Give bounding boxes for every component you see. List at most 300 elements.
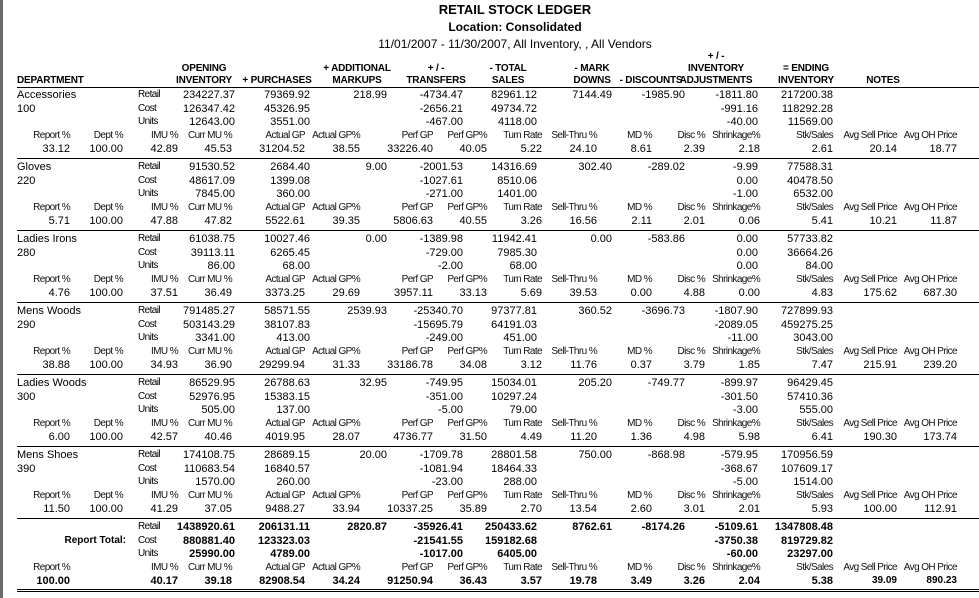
- units-ending-value: 3043.00: [793, 332, 833, 344]
- retail-markdowns-value: 302.40: [578, 161, 612, 173]
- stat-md-pct-value: 8.61: [630, 143, 652, 155]
- stat-turn-rate-value: 4.49: [520, 431, 542, 443]
- header-transfers-line1: + / -: [427, 63, 445, 74]
- stat-label-dept-pct: Dept %: [93, 202, 123, 213]
- retail-transfers-value: -1389.98: [419, 233, 463, 245]
- retail-purchases-value: 10027.46: [264, 233, 310, 245]
- cost-sales-value: 8510.06: [497, 175, 537, 187]
- units-purchases-value: 4789.00: [270, 548, 310, 560]
- retail-markdowns-value: 0.00: [590, 233, 612, 245]
- block-divider: [17, 302, 979, 303]
- stat-perf-gp-pct-value: 35.89: [459, 503, 487, 515]
- stat-label-perf-gp-pct: Perf GP%: [447, 130, 487, 141]
- stat-label-disc-pct: Disc %: [677, 274, 705, 285]
- cost-transfers-value: -351.00: [425, 391, 463, 403]
- cost-adjustments-value: 0.00: [736, 175, 758, 187]
- stat-sell-thru-pct-value: 11.76: [570, 359, 597, 371]
- stat-label-stk-sales: Stk/Sales: [796, 346, 833, 357]
- stat-disc-pct-value: 3.79: [683, 359, 705, 371]
- retail-opening-value: 174108.75: [183, 449, 235, 461]
- retail-opening-value: 234227.37: [183, 89, 235, 101]
- stat-avg-oh-price-value: 890.23: [926, 575, 957, 586]
- stat-actual-gp-value: 9488.27: [265, 503, 305, 515]
- stat-label-sell-thru-pct: Sell-Thru %: [551, 562, 597, 573]
- retail-adjustments-value: -1807.90: [714, 305, 758, 317]
- retail-purchases-value: 28689.15: [264, 449, 310, 461]
- stat-label-stk-sales: Stk/Sales: [796, 130, 833, 141]
- stat-label-perf-gp: Perf GP: [401, 346, 433, 357]
- stat-actual-gp-pct-value: 31.33: [332, 359, 360, 371]
- stat-report-pct-value: 4.76: [48, 287, 70, 299]
- stat-label-actual-gp: Actual GP: [265, 202, 305, 213]
- units-adjustments-value: 0.00: [736, 260, 758, 272]
- retail-markups-value: 20.00: [359, 449, 387, 461]
- stat-stk-sales-value: 5.38: [811, 575, 833, 587]
- retail-adjustments-value: 0.00: [736, 233, 758, 245]
- units-purchases-value: 413.00: [276, 332, 310, 344]
- retail-purchases-value: 26788.63: [264, 377, 310, 389]
- stat-avg-sell-price-value: 100.00: [863, 503, 897, 515]
- stat-label-avg-sell-price: Avg Sell Price: [843, 130, 897, 141]
- department-code: 290: [17, 319, 36, 331]
- block-divider: [17, 158, 979, 159]
- stat-perf-gp-value: 5806.63: [393, 215, 433, 227]
- stat-dept-pct-value: 100.00: [89, 143, 123, 155]
- stat-label-disc-pct: Disc %: [677, 562, 705, 573]
- stat-curr-mu-pct-value: 39.18: [204, 575, 232, 587]
- units-opening-value: 7845.00: [195, 188, 235, 200]
- retail-opening-value: 91530.52: [189, 161, 235, 173]
- stat-shrinkage-pct-value: 1.85: [738, 359, 760, 371]
- stat-shrinkage-pct-value: 5.98: [738, 431, 760, 443]
- units-opening-value: 12643.00: [189, 116, 235, 128]
- units-purchases-value: 137.00: [276, 404, 310, 416]
- retail-adjustments-value: -9.99: [732, 161, 758, 173]
- stat-label-avg-sell-price: Avg Sell Price: [843, 274, 897, 285]
- stat-label-perf-gp: Perf GP: [401, 562, 433, 573]
- retail-transfers-value: -4734.47: [419, 89, 463, 101]
- stat-label-avg-sell-price: Avg Sell Price: [843, 490, 897, 501]
- department-name: Mens Woods: [17, 305, 81, 317]
- stat-label-turn-rate: Turn Rate: [503, 418, 542, 429]
- stat-actual-gp-value: 82908.54: [259, 575, 305, 587]
- stat-report-pct-value: 11.50: [43, 503, 70, 515]
- retail-ending-value: 77588.31: [787, 161, 833, 173]
- stat-label-avg-oh-price: Avg OH Price: [903, 202, 957, 213]
- stat-turn-rate-value: 3.12: [520, 359, 542, 371]
- retail-purchases-value: 206131.11: [258, 521, 310, 533]
- units-adjustments-value: -3.00: [732, 404, 758, 416]
- department-name: Ladies Woods: [17, 377, 87, 389]
- row-type-label: Units: [138, 260, 158, 271]
- stat-md-pct-value: 1.36: [630, 431, 652, 443]
- stat-label-imu-pct: IMU %: [150, 490, 178, 501]
- stat-label-avg-sell-price: Avg Sell Price: [843, 562, 897, 573]
- units-opening-value: 25990.00: [189, 548, 235, 560]
- stat-shrinkage-pct-value: 0.00: [738, 287, 760, 299]
- cost-purchases-value: 1399.08: [270, 175, 310, 187]
- total-double-divider: [17, 589, 979, 592]
- stat-curr-mu-pct-value: 40.46: [204, 431, 232, 443]
- stat-curr-mu-pct-value: 47.82: [204, 215, 232, 227]
- department-name: Ladies Irons: [17, 233, 77, 245]
- cost-ending-value: 459275.25: [781, 319, 833, 331]
- cost-sales-value: 159182.68: [485, 535, 537, 547]
- block-divider: [17, 374, 979, 375]
- stat-label-perf-gp-pct: Perf GP%: [447, 562, 487, 573]
- stat-label-avg-oh-price: Avg OH Price: [903, 490, 957, 501]
- cost-opening-value: 126347.42: [183, 103, 235, 115]
- header-adjustments-line2: INVENTORY: [688, 63, 744, 74]
- row-type-label: Retail: [138, 377, 160, 388]
- stat-shrinkage-pct-value: 2.04: [738, 575, 760, 587]
- retail-opening-value: 1438920.61: [176, 521, 235, 533]
- retail-markups-value: 9.00: [365, 161, 387, 173]
- row-type-label: Cost: [138, 247, 157, 258]
- stat-label-perf-gp-pct: Perf GP%: [447, 418, 487, 429]
- stat-curr-mu-pct-value: 36.49: [204, 287, 232, 299]
- row-type-label: Cost: [138, 463, 157, 474]
- stat-label-actual-gp-pct: Actual GP%: [312, 274, 360, 285]
- stat-label-actual-gp-pct: Actual GP%: [312, 202, 360, 213]
- department-name: Mens Shoes: [17, 449, 79, 461]
- cost-sales-value: 10297.24: [491, 391, 537, 403]
- stat-perf-gp-value: 4736.77: [393, 431, 433, 443]
- row-type-label: Retail: [138, 305, 160, 316]
- stat-turn-rate-value: 3.26: [520, 215, 542, 227]
- cost-purchases-value: 45326.95: [264, 103, 310, 115]
- stat-shrinkage-pct-value: 2.01: [738, 503, 760, 515]
- block-divider: [17, 230, 979, 231]
- retail-sales-value: 82961.12: [491, 89, 537, 101]
- stat-avg-oh-price-value: 239.20: [923, 359, 957, 371]
- retail-opening-value: 791485.27: [183, 305, 235, 317]
- cost-sales-value: 7985.30: [497, 247, 537, 259]
- stat-label-md-pct: MD %: [627, 202, 652, 213]
- stat-label-shrinkage-pct: Shrinkage%: [712, 346, 760, 357]
- retail-markdowns-value: 8762.61: [572, 521, 612, 533]
- stat-label-actual-gp-pct: Actual GP%: [312, 418, 360, 429]
- units-adjustments-value: -1.00: [732, 188, 758, 200]
- units-purchases-value: 360.00: [276, 188, 310, 200]
- stat-label-turn-rate: Turn Rate: [503, 346, 542, 357]
- stat-label-perf-gp-pct: Perf GP%: [447, 346, 487, 357]
- stat-actual-gp-value: 4019.95: [265, 431, 305, 443]
- stat-turn-rate-value: 2.70: [520, 503, 542, 515]
- stat-dept-pct-value: 100.00: [89, 215, 123, 227]
- stat-label-stk-sales: Stk/Sales: [796, 418, 833, 429]
- stat-label-report-pct: Report %: [33, 418, 70, 429]
- retail-discounts-value: -583.86: [647, 233, 685, 245]
- report-location: Location: Consolidated: [448, 20, 582, 34]
- retail-sales-value: 250433.62: [485, 521, 537, 533]
- stat-avg-oh-price-value: 11.87: [930, 215, 957, 227]
- cost-ending-value: 57410.36: [787, 391, 833, 403]
- cost-ending-value: 107609.17: [781, 463, 833, 475]
- cost-transfers-value: -729.00: [425, 247, 463, 259]
- stat-label-imu-pct: IMU %: [150, 274, 178, 285]
- stat-label-md-pct: MD %: [627, 346, 652, 357]
- retail-adjustments-value: -579.95: [720, 449, 758, 461]
- stat-stk-sales-value: 7.47: [811, 359, 833, 371]
- stat-label-curr-mu-pct: Curr MU %: [187, 346, 232, 357]
- retail-ending-value: 1347808.48: [774, 521, 833, 533]
- stat-perf-gp-value: 33226.40: [387, 143, 433, 155]
- stat-label-avg-sell-price: Avg Sell Price: [843, 418, 897, 429]
- stat-perf-gp-pct-value: 31.50: [459, 431, 487, 443]
- row-type-label: Retail: [138, 233, 160, 244]
- cost-purchases-value: 6265.45: [270, 247, 310, 259]
- stat-shrinkage-pct-value: 2.18: [738, 143, 760, 155]
- units-opening-value: 505.00: [201, 404, 235, 416]
- stat-sell-thru-pct-value: 19.78: [569, 575, 597, 587]
- stat-label-actual-gp-pct: Actual GP%: [312, 562, 360, 573]
- stat-actual-gp-pct-value: 28.07: [332, 431, 360, 443]
- stat-label-avg-oh-price: Avg OH Price: [903, 130, 957, 141]
- header-markdowns-line2: DOWNS: [573, 75, 611, 86]
- stat-actual-gp-pct-value: 33.94: [332, 503, 360, 515]
- stat-label-dept-pct: Dept %: [93, 274, 123, 285]
- stat-perf-gp-pct-value: 40.55: [459, 215, 487, 227]
- header-opening-line2: INVENTORY: [176, 75, 232, 86]
- cost-transfers-value: -1081.94: [419, 463, 463, 475]
- stat-sell-thru-pct-value: 16.56: [569, 215, 597, 227]
- stat-report-pct-value: 33.12: [42, 143, 70, 155]
- cost-adjustments-value: -301.50: [720, 391, 758, 403]
- units-ending-value: 23297.00: [787, 548, 833, 560]
- stat-label-shrinkage-pct: Shrinkage%: [712, 418, 760, 429]
- stat-avg-sell-price-value: 20.14: [869, 143, 897, 155]
- retail-markups-value: 0.00: [365, 233, 387, 245]
- units-sales-value: 68.00: [509, 260, 537, 272]
- stat-label-actual-gp-pct: Actual GP%: [312, 490, 360, 501]
- stat-label-sell-thru-pct: Sell-Thru %: [551, 130, 597, 141]
- row-type-label: Retail: [138, 449, 160, 460]
- stat-stk-sales-value: 5.41: [811, 215, 833, 227]
- stat-label-shrinkage-pct: Shrinkage%: [712, 490, 760, 501]
- cost-opening-value: 48617.09: [189, 175, 235, 187]
- units-transfers-value: -1017.00: [419, 548, 463, 560]
- stat-label-avg-oh-price: Avg OH Price: [903, 562, 957, 573]
- header-ending-line1: = ENDING: [783, 63, 829, 74]
- units-transfers-value: -23.00: [431, 476, 463, 488]
- retail-ending-value: 57733.82: [787, 233, 833, 245]
- cost-transfers-value: -21541.55: [413, 535, 463, 547]
- stat-label-dept-pct: Dept %: [93, 130, 123, 141]
- stat-label-turn-rate: Turn Rate: [503, 202, 542, 213]
- cost-sales-value: 49734.72: [491, 103, 537, 115]
- stat-stk-sales-value: 4.83: [811, 287, 833, 299]
- retail-markdowns-value: 205.20: [578, 377, 612, 389]
- stat-label-actual-gp: Actual GP: [265, 346, 305, 357]
- stat-stk-sales-value: 5.93: [811, 503, 833, 515]
- stat-curr-mu-pct-value: 37.05: [204, 503, 232, 515]
- cost-opening-value: 503143.29: [183, 319, 235, 331]
- stat-disc-pct-value: 3.01: [683, 503, 705, 515]
- cost-opening-value: 52976.95: [189, 391, 235, 403]
- stat-sell-thru-pct-value: 39.53: [569, 287, 597, 299]
- retail-sales-value: 14316.69: [491, 161, 537, 173]
- stat-dept-pct-value: 100.00: [89, 503, 123, 515]
- stat-stk-sales-value: 2.61: [811, 143, 833, 155]
- units-sales-value: 451.00: [503, 332, 537, 344]
- cost-ending-value: 40478.50: [787, 175, 833, 187]
- stat-label-imu-pct: IMU %: [150, 346, 178, 357]
- stat-imu-pct-value: 47.88: [150, 215, 178, 227]
- retail-discounts-value: -289.02: [647, 161, 685, 173]
- cost-ending-value: 36664.26: [787, 247, 833, 259]
- units-adjustments-value: -11.00: [727, 332, 758, 344]
- stat-actual-gp-pct-value: 38.55: [332, 143, 360, 155]
- stat-avg-sell-price-value: 190.30: [863, 431, 897, 443]
- stat-actual-gp-value: 5522.61: [265, 215, 305, 227]
- retail-transfers-value: -25340.70: [413, 305, 463, 317]
- stat-curr-mu-pct-value: 45.53: [204, 143, 232, 155]
- units-sales-value: 4118.00: [498, 116, 537, 128]
- units-adjustments-value: -5.00: [732, 476, 758, 488]
- units-ending-value: 6532.00: [793, 188, 833, 200]
- retail-discounts-value: -868.98: [647, 449, 685, 461]
- retail-discounts-value: -749.77: [647, 377, 685, 389]
- header-adjustments-line3: ADJUSTMENTS: [679, 75, 753, 86]
- retail-purchases-value: 2684.40: [270, 161, 310, 173]
- header-adjustments-line1: + / -: [707, 51, 725, 62]
- stat-report-pct-value: 6.00: [48, 431, 70, 443]
- stat-sell-thru-pct-value: 13.54: [569, 503, 597, 515]
- block-divider: [17, 446, 979, 447]
- stat-label-curr-mu-pct: Curr MU %: [187, 562, 232, 573]
- stat-imu-pct-value: 37.51: [150, 287, 178, 299]
- retail-markups-value: 2820.87: [347, 521, 387, 533]
- row-type-label: Units: [138, 188, 158, 199]
- stat-label-actual-gp: Actual GP: [265, 418, 305, 429]
- stat-label-perf-gp: Perf GP: [401, 202, 433, 213]
- header-ending-line2: INVENTORY: [778, 75, 834, 86]
- units-ending-value: 84.00: [805, 260, 833, 272]
- stat-label-md-pct: MD %: [627, 490, 652, 501]
- header-purchases: + PURCHASES: [242, 75, 312, 86]
- stat-label-report-pct: Report %: [33, 274, 70, 285]
- retail-ending-value: 217200.38: [781, 89, 833, 101]
- cost-transfers-value: -1027.61: [419, 175, 463, 187]
- stat-dept-pct-value: 100.00: [89, 287, 123, 299]
- stat-imu-pct-value: 40.17: [150, 575, 178, 587]
- stat-label-report-pct: Report %: [33, 346, 70, 357]
- stat-md-pct-value: 2.11: [631, 215, 652, 227]
- stat-actual-gp-pct-value: 34.24: [332, 575, 360, 587]
- units-ending-value: 1514.00: [793, 476, 833, 488]
- retail-adjustments-value: -1811.80: [715, 89, 758, 101]
- units-purchases-value: 68.00: [282, 260, 310, 272]
- cost-adjustments-value: -991.16: [720, 103, 758, 115]
- header-sales-line1: - TOTAL: [489, 63, 527, 74]
- stat-perf-gp-value: 10337.25: [387, 503, 433, 515]
- stat-label-avg-oh-price: Avg OH Price: [903, 274, 957, 285]
- stat-label-dept-pct: Dept %: [93, 490, 123, 501]
- stat-avg-oh-price-value: 112.91: [924, 503, 957, 515]
- stat-actual-gp-value: 3373.25: [265, 287, 305, 299]
- department-code: 220: [17, 175, 36, 187]
- stat-label-dept-pct: Dept %: [93, 418, 123, 429]
- stat-label-curr-mu-pct: Curr MU %: [187, 274, 232, 285]
- row-type-label: Retail: [138, 521, 160, 532]
- units-transfers-value: -271.00: [425, 188, 463, 200]
- stat-label-turn-rate: Turn Rate: [503, 490, 542, 501]
- stat-perf-gp-pct-value: 36.43: [459, 575, 487, 587]
- retail-discounts-value: -3696.73: [641, 305, 685, 317]
- stat-label-imu-pct: IMU %: [150, 562, 178, 573]
- stat-report-pct-value: 5.71: [48, 215, 70, 227]
- stat-label-report-pct: Report %: [33, 130, 70, 141]
- row-type-label: Cost: [138, 391, 157, 402]
- retail-markdowns-value: 360.52: [578, 305, 612, 317]
- report-criteria: 11/01/2007 - 11/30/2007, All Inventory, , All Vendors: [378, 37, 652, 51]
- stat-perf-gp-pct-value: 34.08: [459, 359, 487, 371]
- stat-report-pct-value: 100.00: [36, 575, 70, 587]
- stat-label-actual-gp: Actual GP: [265, 490, 305, 501]
- retail-opening-value: 61038.75: [189, 233, 235, 245]
- cost-sales-value: 64191.03: [491, 319, 537, 331]
- units-ending-value: 11569.00: [787, 116, 833, 128]
- stat-turn-rate-value: 3.57: [520, 575, 542, 587]
- department-name: Gloves: [17, 161, 52, 173]
- report-title: RETAIL STOCK LEDGER: [438, 2, 592, 17]
- retail-purchases-value: 58571.55: [264, 305, 310, 317]
- stat-label-stk-sales: Stk/Sales: [796, 202, 833, 213]
- stat-label-perf-gp-pct: Perf GP%: [447, 202, 487, 213]
- department-code: 100: [17, 103, 36, 115]
- header-notes: NOTES: [866, 75, 900, 86]
- stat-label-perf-gp: Perf GP: [401, 130, 433, 141]
- retail-opening-value: 86529.95: [189, 377, 235, 389]
- stat-label-turn-rate: Turn Rate: [503, 130, 542, 141]
- stat-avg-oh-price-value: 18.77: [929, 143, 957, 155]
- retail-adjustments-value: -5109.61: [714, 521, 758, 533]
- stat-label-actual-gp-pct: Actual GP%: [312, 346, 360, 357]
- header-opening-line1: OPENING: [181, 63, 227, 74]
- stat-label-imu-pct: IMU %: [150, 130, 178, 141]
- retail-purchases-value: 79369.92: [264, 89, 310, 101]
- retail-transfers-value: -1709.78: [419, 449, 463, 461]
- stat-imu-pct-value: 42.89: [150, 143, 178, 155]
- stat-label-actual-gp: Actual GP: [265, 562, 305, 573]
- retail-transfers-value: -2001.53: [419, 161, 463, 173]
- stat-label-report-pct: Report %: [33, 490, 70, 501]
- stat-disc-pct-value: 4.88: [683, 287, 705, 299]
- stat-label-sell-thru-pct: Sell-Thru %: [551, 274, 597, 285]
- cost-adjustments-value: 0.00: [736, 247, 758, 259]
- retail-ending-value: 96429.45: [787, 377, 833, 389]
- retail-sales-value: 97377.81: [491, 305, 537, 317]
- stat-label-sell-thru-pct: Sell-Thru %: [551, 490, 597, 501]
- stat-avg-sell-price-value: 39.09: [871, 575, 897, 586]
- row-type-label: Units: [138, 404, 158, 415]
- block-divider: [17, 518, 979, 519]
- stat-label-perf-gp: Perf GP: [401, 274, 433, 285]
- stat-label-actual-gp: Actual GP: [265, 274, 305, 285]
- stat-label-avg-oh-price: Avg OH Price: [903, 418, 957, 429]
- stat-md-pct-value: 3.49: [630, 575, 652, 587]
- cost-adjustments-value: -2089.05: [714, 319, 758, 331]
- stat-disc-pct-value: 3.26: [683, 575, 705, 587]
- stat-avg-sell-price-value: 175.62: [863, 287, 897, 299]
- units-opening-value: 86.00: [207, 260, 235, 272]
- header-sales-line2: SALES: [491, 75, 525, 86]
- stat-curr-mu-pct-value: 36.90: [204, 359, 232, 371]
- stat-label-disc-pct: Disc %: [677, 490, 705, 501]
- retail-adjustments-value: -899.97: [720, 377, 758, 389]
- stat-md-pct-value: 0.37: [630, 359, 652, 371]
